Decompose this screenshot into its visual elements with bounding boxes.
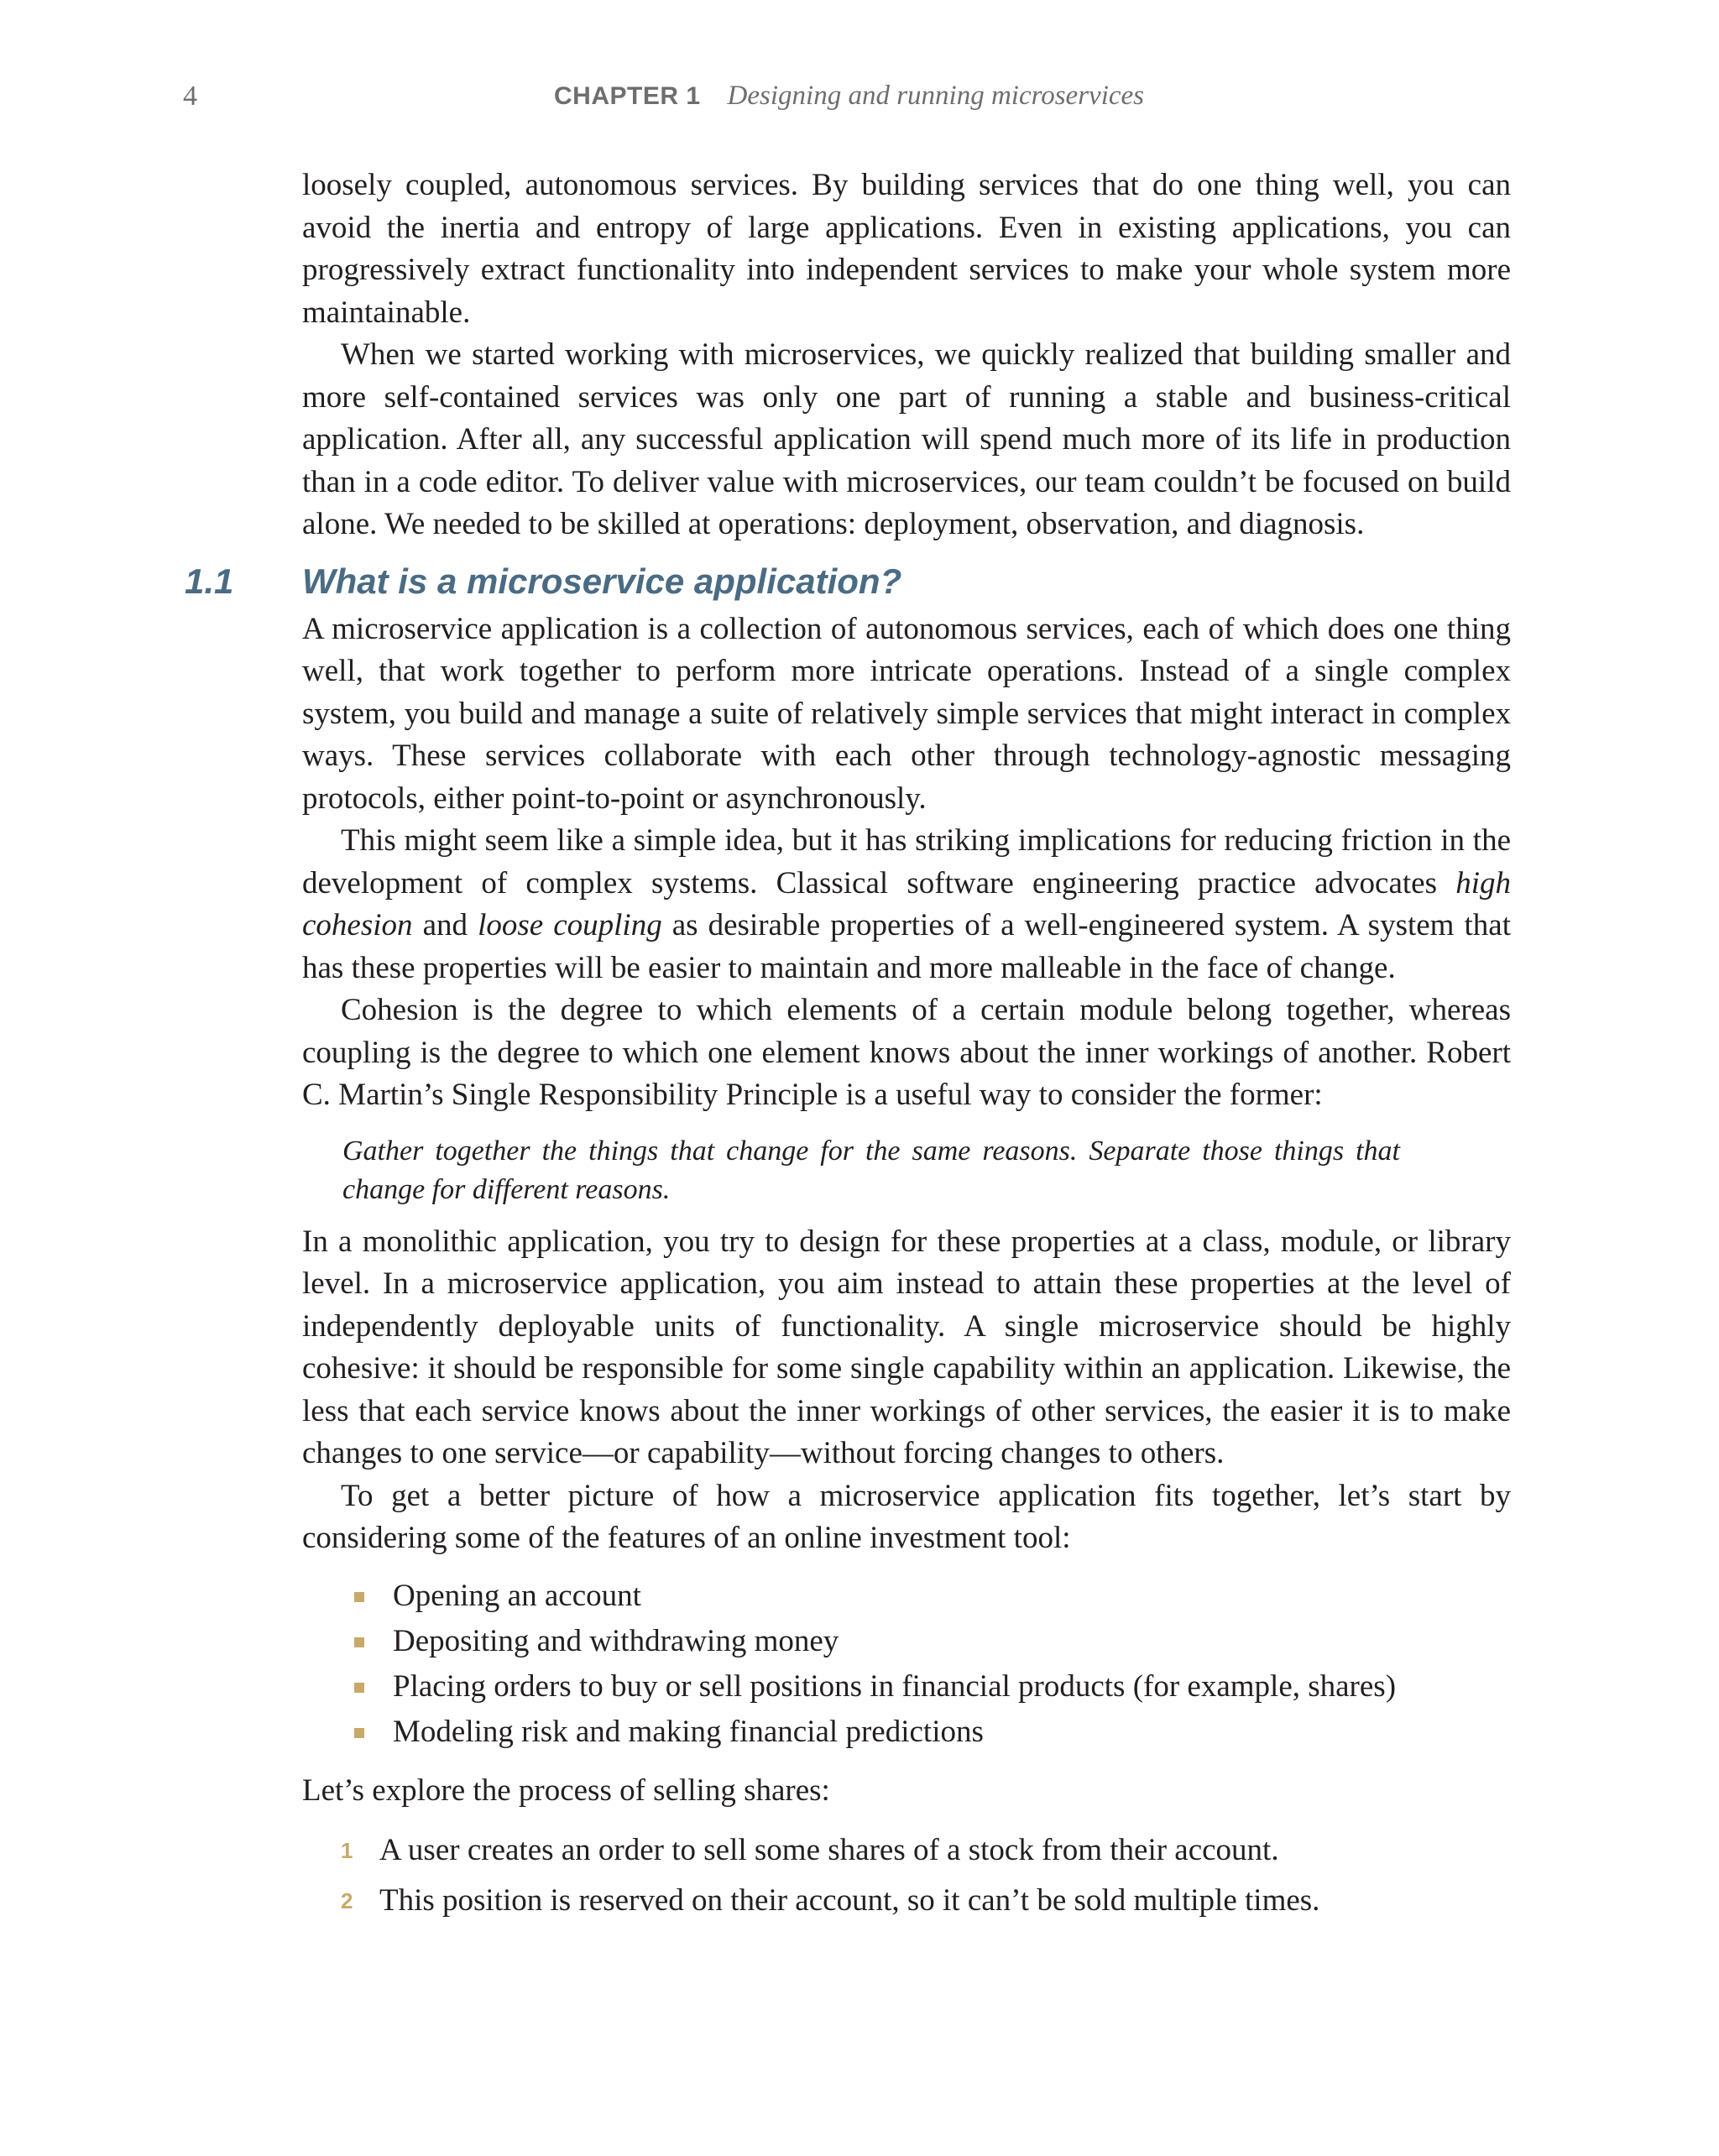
section-heading <box>185 558 1511 605</box>
bullet-icon <box>354 1683 364 1693</box>
section-paragraph-6: Let’s explore the process of selling shares: <box>302 1772 830 1808</box>
section-paragraph-4: In a monolithic application, you try to design for these properties at a class, module, or library level. In a microservice application, you aim instead to attain these properties at the level of independently deployable units of functionality. A single microservice should be highly cohesive: it should be responsible for some single capability within an application. Likewise, the less that each service knows about the inner workings of other services, the easier it is to make changes to one service—or capability—without forcing changes to others. <box>302 1224 1511 1470</box>
bullet-icon <box>354 1592 364 1602</box>
steps-list <box>302 1825 1511 1926</box>
page-body <box>185 164 1511 1926</box>
list-item: Opening an account <box>302 1574 1511 1619</box>
list-item: Depositing and withdrawing money <box>302 1619 1511 1664</box>
section-title: What is a microservice application? <box>302 561 902 601</box>
srp-quote: Gather together the things that change for the same reasons. Separate those things that change for different reasons. <box>342 1135 1400 1205</box>
step-item: 2 This position is reserved on their account, so it can’t be sold multiple times. <box>302 1876 1511 1926</box>
page-number: 4 <box>183 81 197 112</box>
chapter-title: Designing and running microservices <box>727 81 1144 111</box>
feature-list <box>302 1574 1511 1755</box>
intro-paragraph-1: loosely coupled, autonomous services. By building services that do one thing well, you can avoid the inertia and entropy of large applications. Even in existing applications, you can progressively extract functionality into independent services to make your whole system more maintainable. <box>302 168 1511 330</box>
running-header <box>554 81 1225 112</box>
section-number: 1.1 <box>185 561 234 601</box>
chapter-label: CHAPTER 1 <box>554 82 701 110</box>
step-item: 1 A user creates an order to sell some shares of a stock from their account. <box>302 1825 1511 1876</box>
intro-paragraph-2: When we started working with microservices, we quickly realized that building smaller and more self-contained services was only one part of running a stable and business-critical application. After all, any successful application will spend much more of its life in production than in a code editor. To deliver value with microservices, our team couldn’t be focused on build alone. We needed to be skilled at operations: deployment, observation, and diagnosis. <box>302 337 1511 541</box>
term-loose-coupling: loose coupling <box>478 908 662 942</box>
term-high-cohesion: high cohesion <box>302 865 1511 942</box>
bullet-icon <box>354 1728 364 1738</box>
section-paragraph-1: A microservice application is a collection of autonomous services, each of which does one thing well, that work together to perform more intricate operations. Instead of a single complex system, you build and manage a suite of relatively simple services that might interact in complex ways. These services collaborate with each other through technology-agnostic messaging protocols, either point-to-point or asynchronously. <box>302 611 1511 816</box>
list-item: Placing orders to buy or sell positions in financial products (for example, shares) <box>302 1664 1511 1710</box>
section-paragraph-5: To get a better picture of how a microservice application fits together, let’s start by considering some of the features of an online investment tool: <box>302 1478 1511 1555</box>
list-item: Modeling risk and making financial predictions <box>302 1710 1511 1755</box>
step-number: 2 <box>341 1888 353 1913</box>
step-number: 1 <box>341 1838 353 1863</box>
section-paragraph-2: This might seem like a simple idea, but it has striking implications for reducing friction in the development of complex systems. Classical software engineering practice advocates high cohesion and loose coupling as desirable properties of a well-engineered system. A system that has these properties will be easier to maintain and more malleable in the face of change. <box>302 823 1511 985</box>
bullet-icon <box>354 1637 364 1647</box>
section-paragraph-3: Cohesion is the degree to which elements of a certain module belong together, whereas coupling is the degree to which one element knows about the inner workings of another. Robert C. Martin’s Single Responsibility Principle is a useful way to consider the former: <box>302 993 1511 1112</box>
